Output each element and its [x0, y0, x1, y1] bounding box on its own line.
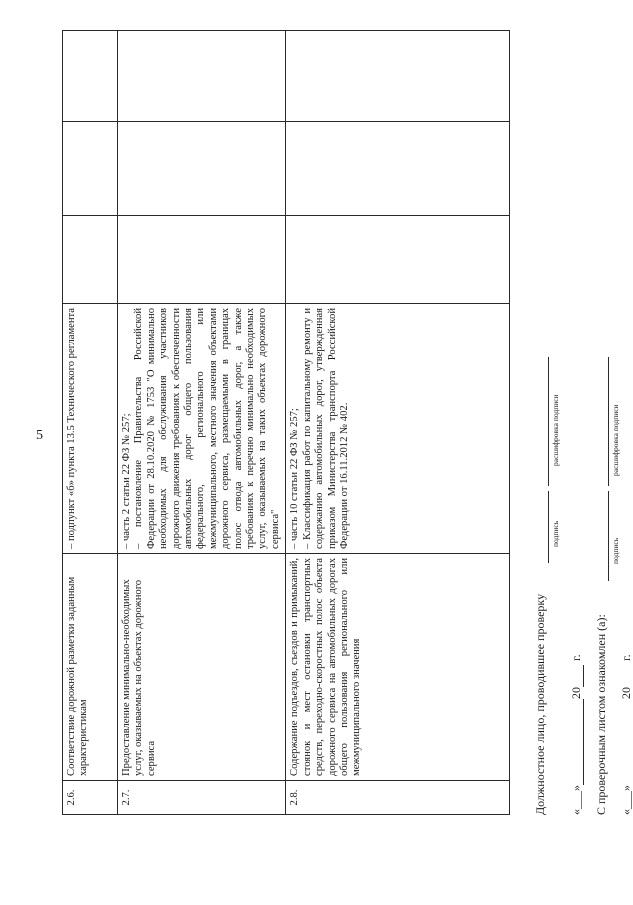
checklist-table — [62, 30, 510, 815]
reference-item: – часть 2 статьи 22 ФЗ № 257; — [121, 413, 132, 549]
date-year-prefix: 20 — [619, 687, 633, 699]
legal-reference — [63, 304, 118, 554]
name-caption: расшифровка подписи — [551, 394, 560, 466]
requirement-text: Содержание подъездов, съездов и примыканий, стоянок и мест остановки транспортных средств, переходно-скоростных полос объекта дорожного сервиса на автомобильных дорогах общего пользования регионального или межмуниципального значения — [286, 554, 510, 781]
reference-item: – часть 10 статьи 22 ФЗ № 257; — [289, 408, 301, 549]
answer-yes-cell[interactable] — [63, 216, 118, 304]
answer-no-cell[interactable] — [286, 122, 510, 216]
answer-na-cell[interactable] — [286, 31, 510, 122]
official-label: Должностное лицо, проводившее проверку — [533, 593, 547, 815]
acquainted-name-line[interactable] — [608, 357, 609, 486]
date-year-suffix: г. — [569, 654, 583, 661]
date-month-line[interactable] — [569, 699, 584, 785]
reference-item: – постановление Правительства Российской Федерации от 28.10.2020 № 1753 "О минимально необходимых для обслуживания участников дорожного движения требованиях к обеспеченности автомобильных дорог общего пользования федерального, регионального или межмуниципального, местного значения объектами дорожного сервиса, размещаемыми в границах полос отвода автомобильных дорог, а также требованиях к перечню минимально необходимых услуг, оказываемых на таких объектах дорожного сервиса" — [133, 308, 281, 549]
table-row — [118, 31, 286, 815]
rotated-page-content — [62, 0, 633, 843]
acquainted-signature-line[interactable] — [608, 491, 609, 581]
table-row — [286, 31, 510, 815]
signature-caption: подпись — [611, 537, 620, 564]
answer-na-cell[interactable] — [118, 31, 286, 122]
signature-caption: подпись — [551, 520, 560, 547]
legal-reference — [118, 304, 286, 554]
date-year-suffix: г. — [619, 654, 633, 661]
legal-reference — [286, 304, 510, 554]
official-name-line[interactable] — [548, 357, 549, 486]
date-year-prefix: 20 — [569, 687, 583, 699]
answer-yes-cell[interactable] — [286, 216, 510, 304]
date-month-line[interactable] — [619, 699, 633, 785]
acquainted-date — [619, 654, 633, 815]
reference-item: – подпункт «б» пункта 13.5 Технического регламента — [66, 307, 77, 549]
official-date — [569, 654, 584, 815]
requirement-text: Предоставление минимально-необходимых услуг, оказываемых на объектах дорожного сервиса — [118, 554, 286, 781]
row-number: 2.8. — [286, 781, 510, 815]
page-number: 5 — [36, 428, 43, 443]
acquainted-label: С проверочным листом ознакомлен (а): — [594, 614, 608, 815]
name-caption: расшифровка подписи — [611, 404, 620, 476]
date-year-line[interactable] — [569, 665, 584, 687]
official-signature-line[interactable] — [548, 491, 549, 563]
row-number: 2.7. — [118, 781, 286, 815]
date-year-line[interactable] — [619, 665, 633, 687]
table-row — [63, 31, 118, 815]
answer-no-cell[interactable] — [118, 122, 286, 216]
date-day: «___» — [619, 785, 633, 815]
answer-no-cell[interactable] — [63, 122, 118, 216]
date-day: «___» — [569, 785, 583, 815]
reference-item: – Классификация работ по капитальному ремонту и содержанию автомобильных дорог, утвержденная приказом Министерства транспорта Российской Федерации от 16.11.2012 № 402. — [301, 308, 350, 549]
requirement-text: Соответствие дорожной разметки заданным характеристикам — [63, 554, 118, 781]
row-number: 2.6. — [63, 781, 118, 815]
answer-na-cell[interactable] — [63, 31, 118, 122]
answer-yes-cell[interactable] — [118, 216, 286, 304]
